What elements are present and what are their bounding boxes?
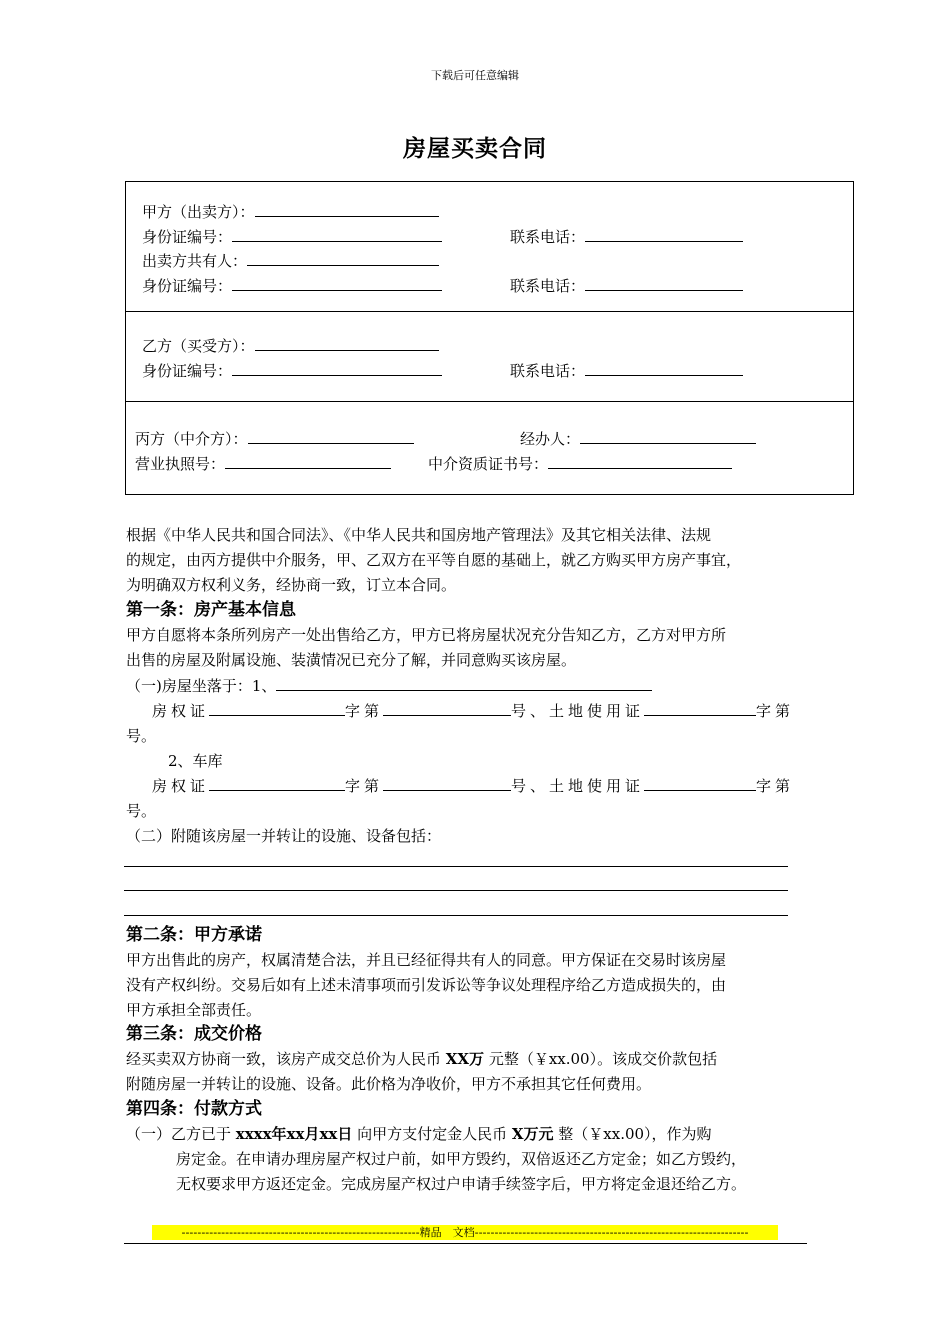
- co-owner-phone-label: 联系电话：: [510, 277, 586, 295]
- seller-label: 甲方（出卖方）：: [142, 203, 255, 221]
- seller-phone-blank[interactable]: [585, 226, 743, 242]
- article1-heading: 第一条：房产基本信息: [126, 600, 296, 620]
- deposit-date: xxxx年xx月xx日: [235, 1125, 353, 1143]
- buyer-phone-blank[interactable]: [585, 360, 743, 376]
- buyer-phone-row: [510, 360, 743, 380]
- cert-label-a: 房权证: [152, 702, 210, 720]
- price-amount: XX万: [445, 1050, 485, 1068]
- hao-line: 号。: [126, 727, 157, 745]
- facilities-blank-line[interactable]: [124, 890, 788, 891]
- agent-row: [135, 428, 414, 448]
- article3-heading: 第三条：成交价格: [126, 1024, 262, 1044]
- co-owner-phone-row: [510, 275, 743, 295]
- cert-row: [428, 453, 732, 473]
- article1-line: 出售的房屋及附属设施、装潢情况已充分了解，并同意购买该房屋。: [126, 651, 577, 669]
- header-note: 下载后可任意编辑: [431, 69, 519, 82]
- document-title: 房屋买卖合同: [403, 136, 547, 162]
- buyer-id-label: 身份证编号：: [142, 362, 233, 380]
- divider: [126, 311, 853, 312]
- house-cert-blank-1[interactable]: [209, 700, 345, 716]
- hao-line: 号。: [126, 802, 157, 820]
- preamble-line: 根据《中华人民共和国合同法》、《中华人民共和国房地产管理法》及其它相关法律、法规: [126, 526, 712, 544]
- seller-name-blank[interactable]: [255, 201, 439, 217]
- location-label: （一)房屋坐落于：1、: [126, 677, 277, 695]
- facilities-label: （二）附随该房屋一并转让的设施、设备包括：: [126, 827, 442, 845]
- deposit-amount: X万元: [511, 1125, 554, 1143]
- parties-box: [125, 181, 854, 495]
- deposit-text: （一）乙方已于: [126, 1125, 236, 1143]
- deposit-text-tail: 整（￥xx.00），作为购: [553, 1125, 712, 1143]
- deposit-text-mid: 向甲方支付定金人民币: [352, 1125, 512, 1143]
- garage-cert-blank-1[interactable]: [209, 775, 345, 791]
- facilities-blank-line[interactable]: [124, 915, 788, 916]
- co-owner-label: 出卖方共有人：: [142, 252, 248, 270]
- price-text-tail: 元整（￥xx.00）。该成交价款包括: [484, 1050, 718, 1068]
- seller-phone-row: [510, 226, 743, 246]
- article3-line: 附随房屋一并转让的设施、设备。此价格为净收价，甲方不承担其它任何费用。: [126, 1075, 652, 1093]
- article4-line: 无权要求甲方返还定金。完成房屋产权过户申请手续签字后，甲方将定金退还给乙方。: [176, 1175, 747, 1193]
- agent-label: 丙方（中介方）：: [135, 430, 248, 448]
- buyer-phone-label: 联系电话：: [510, 362, 586, 380]
- article2-line: 甲方承担全部责任。: [126, 1001, 262, 1019]
- co-owner-id-row: [142, 275, 442, 295]
- handler-label: 经办人：: [520, 430, 581, 448]
- location-row: [126, 674, 652, 699]
- buyer-id-blank[interactable]: [232, 360, 442, 376]
- garage-label: 2、车库: [168, 752, 223, 770]
- cert-label-c: 号、土地使用证: [511, 702, 645, 720]
- article4-line: [126, 1122, 712, 1147]
- cert-label-d: 字第: [756, 777, 795, 795]
- cert-label-b: 字第: [345, 702, 384, 720]
- facilities-blank-line[interactable]: [124, 866, 788, 867]
- cert-label-d: 字第: [756, 702, 795, 720]
- article4-heading: 第四条：付款方式: [126, 1099, 262, 1119]
- buyer-id-row: [142, 360, 442, 380]
- price-text: 经买卖双方协商一致，该房产成交总价为人民币: [126, 1050, 446, 1068]
- house-cert-row: [152, 699, 794, 724]
- license-label: 营业执照号：: [135, 455, 226, 473]
- garage-cert-row: [152, 774, 794, 799]
- article1-line: 甲方自愿将本条所列房产一处出售给乙方，甲方已将房屋状况充分告知乙方，乙方对甲方所: [126, 626, 727, 644]
- cert-blank[interactable]: [548, 453, 732, 469]
- co-owner-id-label: 身份证编号：: [142, 277, 233, 295]
- house-cert-blank-3[interactable]: [644, 700, 756, 716]
- co-owner-id-blank[interactable]: [232, 275, 442, 291]
- license-row: [135, 453, 391, 473]
- co-owner-phone-blank[interactable]: [585, 275, 743, 291]
- garage-cert-blank-2[interactable]: [383, 775, 511, 791]
- buyer-name-blank[interactable]: [255, 335, 439, 351]
- handler-blank[interactable]: [580, 428, 756, 444]
- garage-cert-blank-3[interactable]: [644, 775, 756, 791]
- handler-row: [520, 428, 756, 448]
- cert-label-a: 房权证: [152, 777, 210, 795]
- article2-line: 没有产权纠纷。交易后如有上述未清事项而引发诉讼等争议处理程序给乙方造成损失的，由: [126, 976, 727, 994]
- divider: [126, 401, 853, 402]
- seller-phone-label: 联系电话：: [510, 228, 586, 246]
- house-cert-blank-2[interactable]: [383, 700, 511, 716]
- buyer-label: 乙方（买受方）：: [142, 337, 255, 355]
- license-blank[interactable]: [225, 453, 391, 469]
- co-owner-row: [142, 250, 439, 270]
- article4-line: 房定金。在申请办理房屋产权过户前，如甲方毁约，双倍返还乙方定金；如乙方毁约，: [176, 1150, 747, 1168]
- cert-label: 中介资质证书号：: [428, 455, 549, 473]
- footer-rule: [124, 1243, 807, 1244]
- seller-id-label: 身份证编号：: [142, 228, 233, 246]
- buyer-row: [142, 335, 439, 355]
- article3-line: [126, 1047, 717, 1072]
- cert-label-c: 号、土地使用证: [511, 777, 645, 795]
- preamble-line: 为明确双方权利义务，经协商一致，订立本合同。: [126, 576, 457, 594]
- article2-heading: 第二条：甲方承诺: [126, 925, 262, 945]
- article2-line: 甲方出售此的房产，权属清楚合法，并且已经征得共有人的同意。甲方保证在交易时该房屋: [126, 951, 727, 969]
- agent-name-blank[interactable]: [248, 428, 414, 444]
- cert-label-b: 字第: [345, 777, 384, 795]
- footer-banner: ------------------------------------------------------------精品 文档---------------------------------------------------------------------: [152, 1225, 778, 1240]
- seller-row: [142, 201, 439, 221]
- co-owner-blank[interactable]: [247, 250, 439, 266]
- preamble-line: 的规定，由丙方提供中介服务，甲、乙双方在平等自愿的基础上，就乙方购买甲方房产事宜，: [126, 551, 742, 569]
- location-blank[interactable]: [276, 675, 652, 691]
- seller-id-row: [142, 226, 442, 246]
- seller-id-blank[interactable]: [232, 226, 442, 242]
